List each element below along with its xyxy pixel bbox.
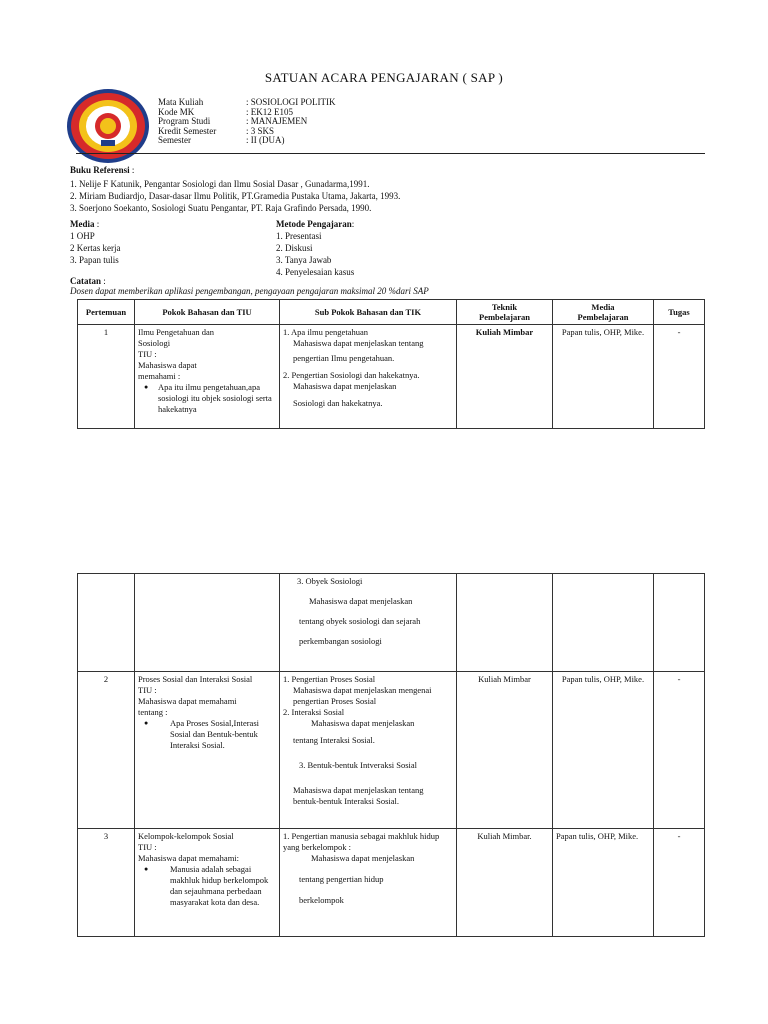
row1-pertemuan: 1 — [78, 325, 135, 429]
row3-sub — [280, 829, 457, 937]
table-header-row — [78, 300, 705, 325]
row2-sub-1: 1. Pengertian Proses Sosial — [283, 674, 376, 684]
row2-bullet: ● Apa Proses Sosial,Interasi Sosial dan Bentuk-bentuk Interaksi Sosial. — [138, 718, 276, 751]
media-item: 1 OHP — [70, 231, 95, 241]
info-key: Kode MK — [158, 106, 195, 117]
info-value: : SOSIOLOGI POLITIK — [246, 97, 336, 107]
row1-tiu-2: memahami : — [138, 371, 181, 381]
row1-sub-1: 1. Apa ilmu pengetahuan — [283, 327, 368, 337]
row3-sub-1-tik-c: berkelompok — [299, 895, 344, 905]
media-item: 3. Papan tulis — [70, 255, 119, 265]
sap-table-page-1 — [77, 299, 705, 429]
reference-item: 1. Nelije F Katunik, Pengantar Sosiologi dan Ilmu Sosial Dasar , Gunadarma,1991. — [70, 179, 370, 189]
method-item: 1. Presentasi — [276, 231, 322, 241]
row2-sub-2-tik-a: Mahasiswa dapat menjelaskan — [311, 718, 415, 728]
reference-item: 2. Miriam Budiardjo, Dasar-dasar Ilmu Politik, PT.Gramedia Pustaka Utama, Jakarta, 1993. — [70, 191, 401, 201]
header-media — [553, 300, 654, 325]
header-pokok: Pokok Bahasan dan TIU — [135, 300, 280, 325]
table-row — [78, 829, 705, 937]
row1-tugas: - — [654, 325, 705, 429]
row2-sub-1-tik-a: Mahasiswa dapat menjelaskan mengenai — [293, 685, 432, 695]
header-media-line-2: Pembelajaran — [577, 312, 629, 322]
references-section — [70, 164, 710, 214]
row2-pokok — [135, 672, 280, 829]
header-pertemuan: Pertemuan — [78, 300, 135, 325]
info-value: : 3 SKS — [246, 125, 275, 136]
table-row — [78, 325, 705, 429]
notes-heading: Catatan — [70, 276, 101, 286]
cont-sub-3: 3. Obyek Sosiologi — [297, 576, 363, 586]
sap-table-page-2 — [77, 573, 705, 937]
info-value: : EK12 E105 — [246, 106, 293, 117]
row1-tiu: TIU : — [138, 349, 157, 359]
media-heading-suffix: : — [94, 219, 100, 229]
row2-tiu-1: Mahasiswa dapat memahami — [138, 696, 237, 706]
row1-sub-1-tik-a: Mahasiswa dapat menjelaskan tentang — [293, 338, 424, 348]
row3-pokok-title: Kelompok-kelompok Sosial — [138, 831, 234, 841]
row3-media: Papan tulis, OHP, Mike. — [553, 829, 654, 937]
cont-pokok — [135, 574, 280, 672]
header-tugas: Tugas — [654, 300, 705, 325]
method-item: 2. Diskusi — [276, 243, 313, 253]
row3-pokok — [135, 829, 280, 937]
cont-tugas — [654, 574, 705, 672]
row1-media: Papan tulis, OHP, Mike. — [553, 325, 654, 429]
info-key: Semester — [158, 135, 191, 146]
row1-sub — [280, 325, 457, 429]
row2-tiu-2: tentang : — [138, 707, 168, 717]
row2-sub — [280, 672, 457, 829]
media-section — [70, 218, 270, 266]
row2-teknik: Kuliah Mimbar — [457, 672, 553, 829]
info-key: Kredit Semester — [158, 125, 217, 136]
row2-sub-3-tik-a: Mahasiswa dapat menjelaskan tentang — [293, 785, 424, 795]
row1-sub-1-tik-b: pengertian Ilmu pengetahuan. — [293, 353, 395, 363]
row1-sub-2-tik-b: Sosiologi dan hakekatnya. — [293, 398, 383, 408]
row3-bullet: ● Manusia adalah sebagai makhluk hidup berkelompok dan sejauhmana perbedaan masyarakat kota dan desa. — [138, 864, 276, 908]
row1-bullet: ● Apa itu ilmu pengetahuan,apa sosiologi itu objek sosiologi serta hakekatnya — [138, 382, 276, 415]
table-row — [78, 672, 705, 829]
row2-tugas: - — [654, 672, 705, 829]
references-heading-suffix: : — [129, 165, 135, 175]
notes-section — [70, 275, 710, 297]
reference-item: 3. Soerjono Soekanto, Sosiologi Suatu Pengantar, PT. Raja Grafindo Persada, 1990. — [70, 203, 372, 213]
cont-sub — [280, 574, 457, 672]
row1-sub-2: 2. Pengertian Sosiologi dan hakekatnya. — [283, 370, 420, 380]
cont-media — [553, 574, 654, 672]
info-value: : MANAJEMEN — [246, 116, 308, 127]
row2-sub-1-tik-b: pengertian Proses Sosial — [293, 696, 377, 706]
methods-section — [276, 218, 476, 278]
cont-pertemuan — [78, 574, 135, 672]
row3-sub-1-tik-b: tentang pengertian hidup — [299, 874, 384, 884]
cont-teknik — [457, 574, 553, 672]
row2-sub-2-tik-b: tentang Interaksi Sosial. — [293, 735, 375, 745]
row3-tiu-1: Mahasiswa dapat memahami: — [138, 853, 240, 863]
cont-tik-c: perkembangan sosiologi — [299, 636, 382, 646]
row1-teknik: Kuliah Mimbar — [457, 325, 553, 429]
media-heading: Media — [70, 219, 95, 229]
row2-pertemuan: 2 — [78, 672, 135, 829]
course-info — [158, 98, 336, 146]
header-teknik — [457, 300, 553, 325]
info-row — [158, 136, 336, 146]
row2-sub-3: 3. Bentuk-bentuk Intveraksi Sosial — [299, 760, 418, 770]
info-key: Program Studi — [158, 116, 211, 127]
cont-tik-b: tentang obyek sosiologi dan sejarah — [299, 616, 421, 626]
row1-sub-2-tik-a: Mahasiswa dapat menjelaskan — [293, 381, 397, 391]
table-row — [78, 574, 705, 672]
row3-tugas: - — [654, 829, 705, 937]
row3-sub-1: 1. Pengertian manusia sebagai makhluk hidup yang berkelompok : — [283, 831, 440, 852]
row2-tiu: TIU : — [138, 685, 157, 695]
row1-pokok — [135, 325, 280, 429]
row2-sub-3-tik-b: bentuk-bentuk Interaksi Sosial. — [293, 796, 399, 806]
header-teknik-line-2: Pembelajaran — [479, 312, 530, 322]
notes-text: Dosen dapat memberikan aplikasi pengembangan, pengayaan pengajaran maksimal 20 %dari SAP — [70, 286, 429, 296]
row2-media: Papan tulis, OHP, Mike. — [553, 672, 654, 829]
row1-pokok-title-1: Ilmu Pengetahuan dan — [138, 327, 215, 337]
row3-sub-1-tik-a: Mahasiswa dapat menjelaskan — [311, 853, 415, 863]
row1-tiu-1: Mahasiswa dapat — [138, 360, 197, 370]
method-item: 3. Tanya Jawab — [276, 255, 332, 265]
header-sub: Sub Pokok Bahasan dan TIK — [280, 300, 457, 325]
row1-pokok-title-2: Sosiologi — [138, 338, 171, 348]
cont-tik-a: Mahasiswa dapat menjelaskan — [309, 596, 413, 606]
document-title: SATUAN ACARA PENGAJARAN ( SAP ) — [264, 70, 504, 85]
media-item: 2 Kertas kerja — [70, 243, 121, 253]
row2-pokok-title: Proses Sosial dan Interaksi Sosial — [138, 674, 253, 684]
row2-sub-2: 2. Interaksi Sosial — [283, 707, 345, 717]
row3-pertemuan: 3 — [78, 829, 135, 937]
method-item: 4. Penyelesaian kasus — [276, 267, 355, 277]
header-teknik-line-1: Teknik — [491, 302, 518, 312]
notes-heading-suffix: : — [101, 276, 106, 286]
methods-heading-suffix: : — [351, 219, 355, 229]
row3-teknik: Kuliah Mimbar. — [457, 829, 553, 937]
references-heading: Buku Referensi — [70, 165, 130, 175]
info-value: : II (DUA) — [246, 135, 285, 146]
info-key: Mata Kuliah — [158, 97, 204, 107]
row3-tiu: TIU : — [138, 842, 157, 852]
header-divider — [76, 153, 705, 154]
methods-heading: Metode Pengajaran — [276, 219, 352, 229]
header-media-line-1: Media — [591, 302, 615, 312]
